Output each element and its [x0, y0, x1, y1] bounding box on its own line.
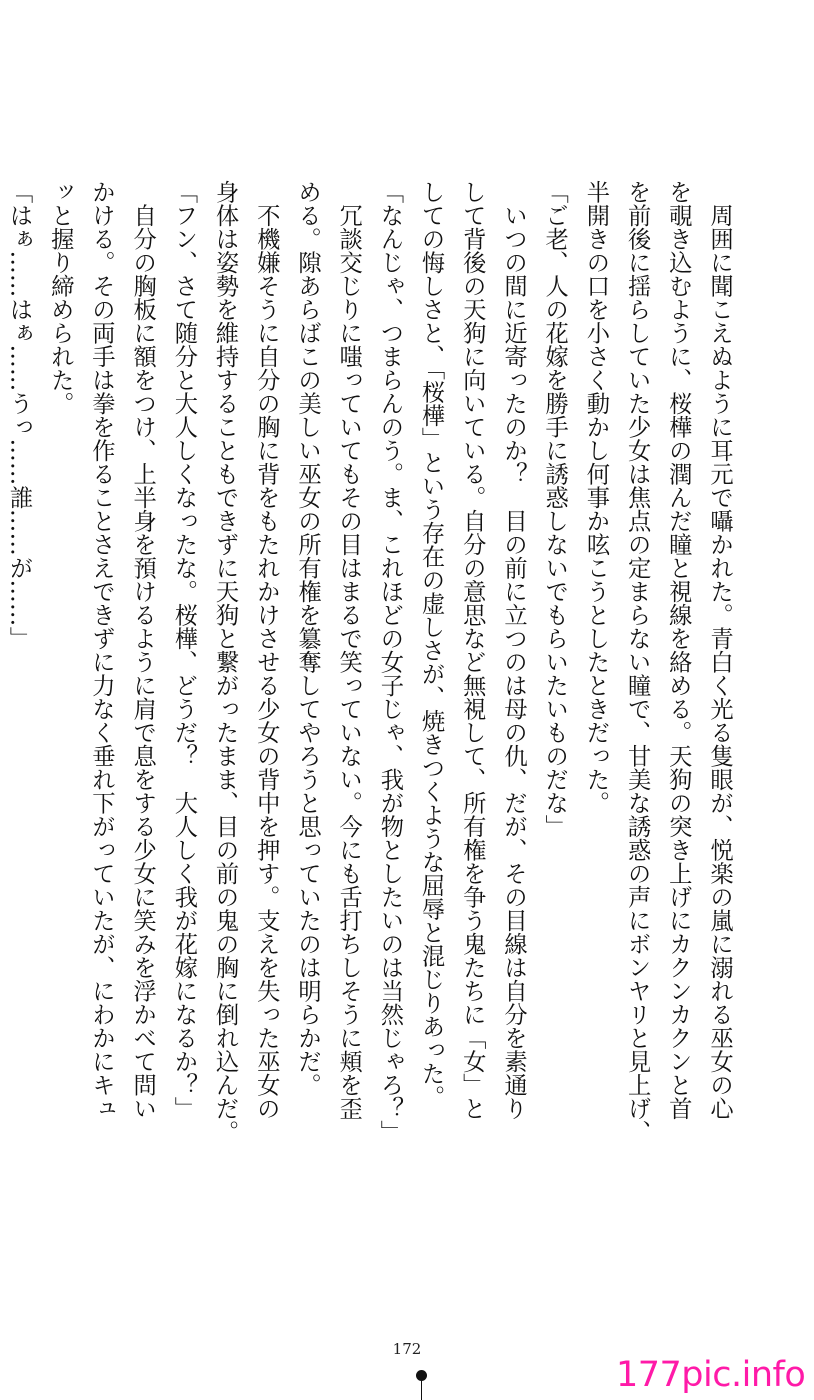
text-line: 「はぁ……はぁ……うっ……誰……が……」	[5, 180, 33, 650]
text-line: 半開きの口を小さく動かし何事か呟こうとしたときだった。	[582, 180, 610, 815]
text-line: しての悔しさと、「桜樺」という存在の虚しさが、焼きつくような屈辱と混じりあった。	[417, 180, 445, 1109]
text-line: して背後の天狗に向いている。自分の意思など無視して、所有権を争う鬼たちに「女」と	[458, 180, 486, 1120]
text-line: かける。その両手は拳を作ることさえできずに力なく垂れ下がっていたが、にわかにキュ	[87, 180, 115, 1120]
text-line: 自分の胸板に額をつけ、上半身を預けるように肩で息をする少女に笑みを浮かべて問い	[129, 180, 157, 1120]
text-line: 「フン、さて随分と大人しくなったな。桜樺、どうだ？ 大人しく我が花嫁になるか？」	[170, 180, 198, 1120]
text-line: 冗談交じりに嗤っていてもその目はまるで笑っていない。今にも舌打ちしそうに頬を歪	[335, 180, 363, 1120]
text-line: いつの間に近寄ったのか？ 目の前に立つのは母の仇、だが、その目線は自分を素通り	[499, 180, 527, 1120]
text-line: 身体は姿勢を維持することもできずに天狗と繋がったまま、目の前の鬼の胸に倒れ込んだ。	[211, 180, 239, 1144]
text-line: める。隙あらばこの美しい巫女の所有権を簒奪してやろうと思っていたのは明らかだ。	[293, 180, 321, 1097]
text-line: 周囲に聞こえぬように耳元で囁かれた。青白く光る隻眼が、悦楽の嵐に溺れる巫女の心	[706, 180, 733, 1120]
text-line: 「なんじゃ、つまらんのう。ま、これほどの女子じゃ、我が物としたいのは当然じゃろ？」	[376, 180, 404, 1144]
text-line: 「ご老、人の花嫁を勝手に誘惑しないでもらいたいものだな」	[541, 180, 569, 838]
watermark-text: 177pic.info	[616, 1355, 806, 1395]
text-line: を覗き込むように、桜樺の潤んだ瞳と視線を絡める。天狗の突き上げにカクンカクンと首	[664, 180, 692, 1120]
page-number: 172	[392, 1340, 422, 1358]
page-stem-line	[421, 1380, 422, 1400]
body-text	[5, 180, 740, 1310]
text-line: 不機嫌そうに自分の胸に背をもたれかけさせる少女の背中を押す。支えを失った巫女の	[252, 180, 280, 1120]
text-line: ッと握り締められた。	[46, 180, 74, 415]
text-line: を前後に揺らしていた少女は焦点の定まらない瞳で、甘美な誘惑の声にボンヤリと見上げ、	[623, 180, 651, 1144]
